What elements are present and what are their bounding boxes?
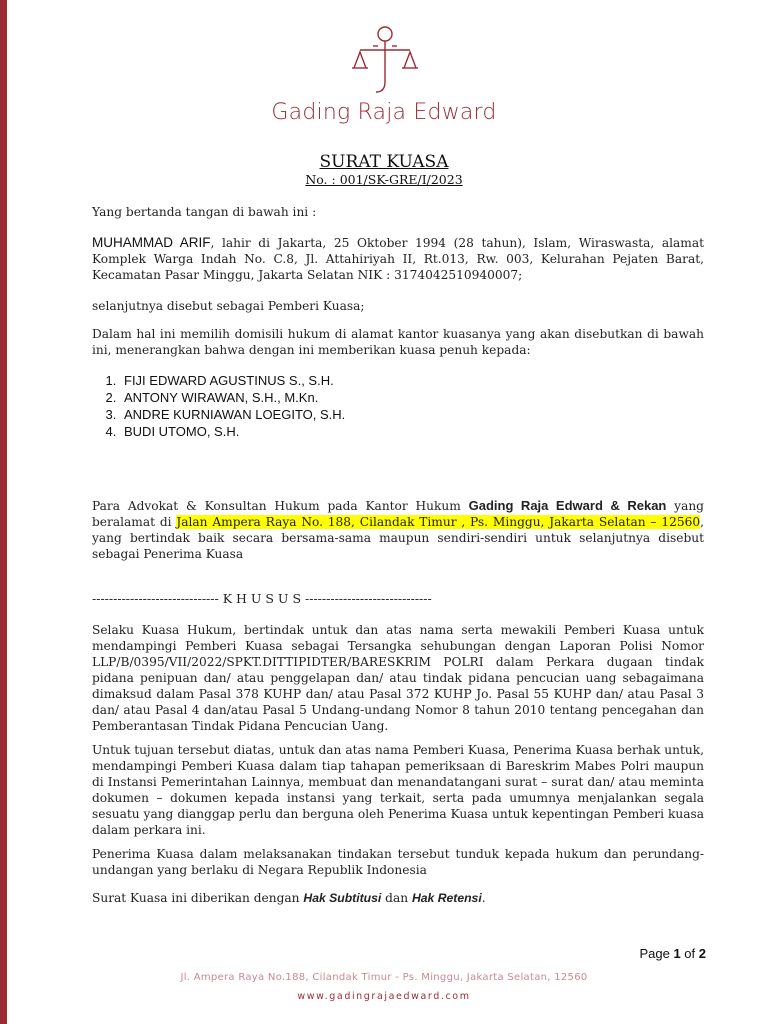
intro-text: Yang bertanda tangan di bawah ini : — [92, 205, 317, 219]
attorney-list — [92, 372, 680, 440]
special-paragraph: Selaku Kuasa Hukum, bertindak untuk dan atas nama serta mewakili Pemberi Kuasa untuk mendampingi Pemberi Kuasa sebagai Tersangka sehubungan dengan Laporan Polisi Nomor LLP/B/0395/VII/2022/SPKT.DITTIPIDTER/BARESKRIM POLRI dalam Perkara dugaan tindak pidana penipuan dan/ atau penggelapan dan/ atau tindak pidana pencucian uang sebagaimana dimaksud dalam Pasal 378 KUHP dan/ atau Pasal 372 KUHP Jo. Pasal 55 KUHP dan/ atau Pasal 3 dan/ atau Pasal 4 dan/atau Pasal 5 Undang-undang Nomor 8 tahun 2010 tentang pencegahan dan Pemberantasan Tindak Pidana Pencucian Uang. — [92, 623, 704, 733]
rights-paragraph — [92, 890, 704, 906]
page-number — [639, 946, 706, 961]
page-total: 2 — [698, 946, 706, 961]
footer-website: www.gadingrajaedward.com — [297, 991, 471, 1002]
right-retention: Hak Retensi — [411, 891, 482, 905]
firm-post: , yang bertindak baik secara bersama-sama maupun sendiri-sendiri untuk selanjutnya disebut sebagai Penerima Kuasa — [92, 515, 704, 561]
firm-mid: yang beralamat di — [92, 499, 704, 529]
rights-mid: dan — [381, 891, 412, 905]
divider-label: K H U S U S — [222, 591, 302, 606]
firm-name: Gading Raja Edward & Rekan — [468, 498, 667, 513]
list-item: 4. BUDI UTOMO, S.H. — [120, 423, 680, 440]
grantor-name: MUHAMMAD ARIF — [92, 235, 211, 250]
list-item: 3. ANDRE KURNIAWAN LOEGITO, S.H. — [120, 406, 680, 423]
document-number: No. : 001/SK-GRE/I/2023 — [305, 172, 463, 187]
footer-address: Jl. Ampera Raya No.188, Cilandak Timur - Ps. Minggu, Jakarta Selatan, 12560 — [180, 972, 588, 983]
grantor-paragraph — [92, 235, 704, 283]
purpose-paragraph: Untuk tujuan tersebut diatas, untuk dan atas nama Pemberi Kuasa, Penerima Kuasa berhak untuk, mendampingi Pemberi Kuasa dalam tiap tahapan pemeriksaan di Bareskrim Mabes Polri maupun di Instansi Pemerintahan Lainnya, membuat dan menandatangani surat – surat dan/ atau meminta dokumen – dokumen kepada instansi yang terkait, serta pada umumnya menjalankan segala sesuatu yang dianggap perlu dan berguna oleh Penerima Kuasa untuk kepentingan Pemberi kuasa dalam perkara ini. — [92, 743, 704, 837]
rights-intro: Surat Kuasa ini diberikan dengan — [92, 891, 304, 905]
list-item: 1. FIJI EDWARD AGUSTINUS S., S.H. — [120, 372, 680, 389]
grantor-label: selanjutnya disebut sebagai Pemberi Kuasa; — [92, 299, 365, 313]
page-label: Page — [639, 946, 674, 961]
law-paragraph: Penerima Kuasa dalam melaksanakan tindakan tersebut tunduk kepada hukum dan perundang-undangan yang berlaku di Negara Republik Indonesia — [92, 847, 704, 877]
section-divider — [92, 591, 704, 606]
firm-address-highlight: Jalan Ampera Raya No. 188, Cilandak Timur , Ps. Minggu, Jakarta Selatan – 12560 — [176, 515, 701, 529]
brand-name: Gading Raja Edward — [271, 100, 497, 125]
divider-dashes-left: ------------------------------ — [92, 591, 219, 606]
document-title: SURAT KUASA — [319, 152, 449, 172]
page-of: of — [680, 946, 699, 961]
divider-dashes-right: ------------------------------ — [305, 591, 432, 606]
list-item: 2. ANTONY WIRAWAN, S.H., M.Kn. — [120, 389, 680, 406]
right-substitution: Hak Subtitusi — [303, 891, 382, 905]
rights-end: . — [481, 891, 486, 905]
firm-intro: Para Advokat & Konsultan Hukum pada Kantor Hukum — [92, 499, 469, 513]
firm-paragraph — [92, 498, 704, 562]
page-current: 1 — [673, 946, 681, 961]
domicile-paragraph: Dalam hal ini memilih domisili hukum di alamat kantor kuasanya yang akan disebutkan di bawah ini, menerangkan bahwa dengan ini memberikan kuasa penuh kepada: — [92, 327, 704, 357]
grantor-details: , lahir di Jakarta, 25 Oktober 1994 (28 tahun), Islam, Wiraswasta, alamat Komplek Warga Indah No. C.8, Jl. Attahiriyah II, Rt.013, Rw. 003, Kelurahan Pejaten Barat, Kecamatan Pasar Minggu, Jakarta Selatan NIK : 3174042510940007; — [92, 236, 704, 282]
scales-of-justice-icon — [340, 18, 430, 98]
